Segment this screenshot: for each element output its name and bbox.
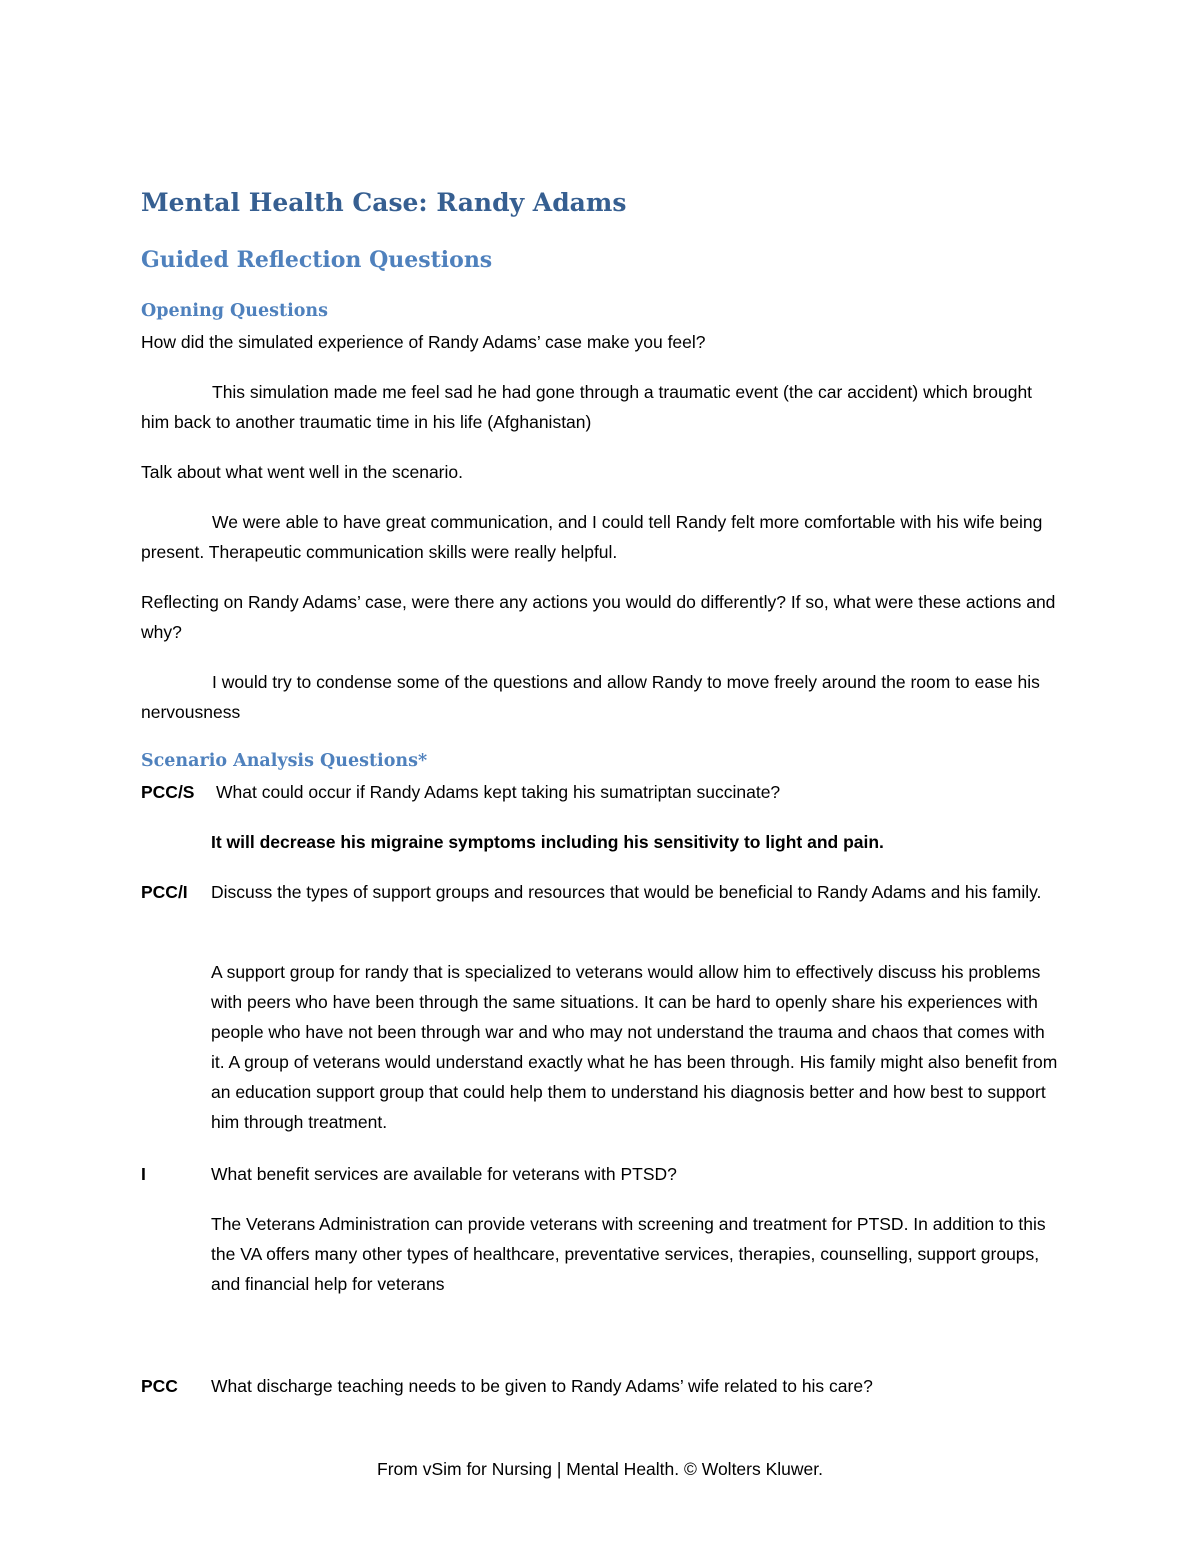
question-code: PCC (141, 1376, 178, 1396)
scenario-answer-1: It will decrease his migraine symptoms including his sensitivity to light and pain. (211, 832, 884, 852)
opening-question-2: Talk about what went well in the scenario. (141, 462, 463, 482)
opening-answer-1: This simulation made me feel sad he had gone through a traumatic event (the car accident) which brought him back to another traumatic time in his life (Afghanistan) (141, 382, 1033, 432)
opening-answer-2: We were able to have great communication, and I could tell Randy felt more comfortable with his wife being present. Therapeutic communication skills were really helpful. (141, 512, 1043, 562)
scenario-question-3: What benefit services are available for veterans with PTSD? (211, 1164, 677, 1184)
opening-question-3: Reflecting on Randy Adams’ case, were there any actions you would do differently? If so, what were these actions and why? (141, 592, 1056, 642)
scenario-analysis-heading: Scenario Analysis Questions* (141, 751, 428, 771)
page-footer: From vSim for Nursing | Mental Health. © Wolters Kluwer. (377, 1459, 823, 1479)
scenario-question-1: What could occur if Randy Adams kept taking his sumatriptan succinate? (216, 782, 781, 802)
opening-answer-3: I would try to condense some of the questions and allow Randy to move freely around the room to ease his nervousness (141, 672, 1040, 722)
scenario-answer-3: The Veterans Administration can provide veterans with screening and treatment for PTSD. In addition to this the VA offers many other types of healthcare, preventative services, therapies, counselling, support groups, and financial help for veterans (211, 1214, 1046, 1294)
opening-questions-heading: Opening Questions (141, 301, 328, 321)
page-title: Mental Health Case: Randy Adams (141, 188, 627, 217)
question-code: PCC/S (141, 782, 195, 802)
page-subtitle: Guided Reflection Questions (141, 247, 493, 273)
question-code: PCC/I (141, 882, 188, 902)
scenario-question-2: Discuss the types of support groups and resources that would be beneficial to Randy Adams and his family. (211, 882, 1042, 902)
question-code: I (141, 1164, 146, 1184)
scenario-question-4: What discharge teaching needs to be given to Randy Adams’ wife related to his care? (211, 1376, 873, 1396)
opening-question-1: How did the simulated experience of Randy Adams’ case make you feel? (141, 332, 706, 352)
scenario-answer-2: A support group for randy that is specialized to veterans would allow him to effectively discuss his problems with peers who have been through the same situations. It can be hard to openly share his experiences with people who have not been through war and who may not understand the trauma and chaos that comes with it. A group of veterans would understand exactly what he has been through. His family might also benefit from an education support group that could help them to understand his diagnosis better and how best to support him through treatment. (211, 962, 1058, 1132)
